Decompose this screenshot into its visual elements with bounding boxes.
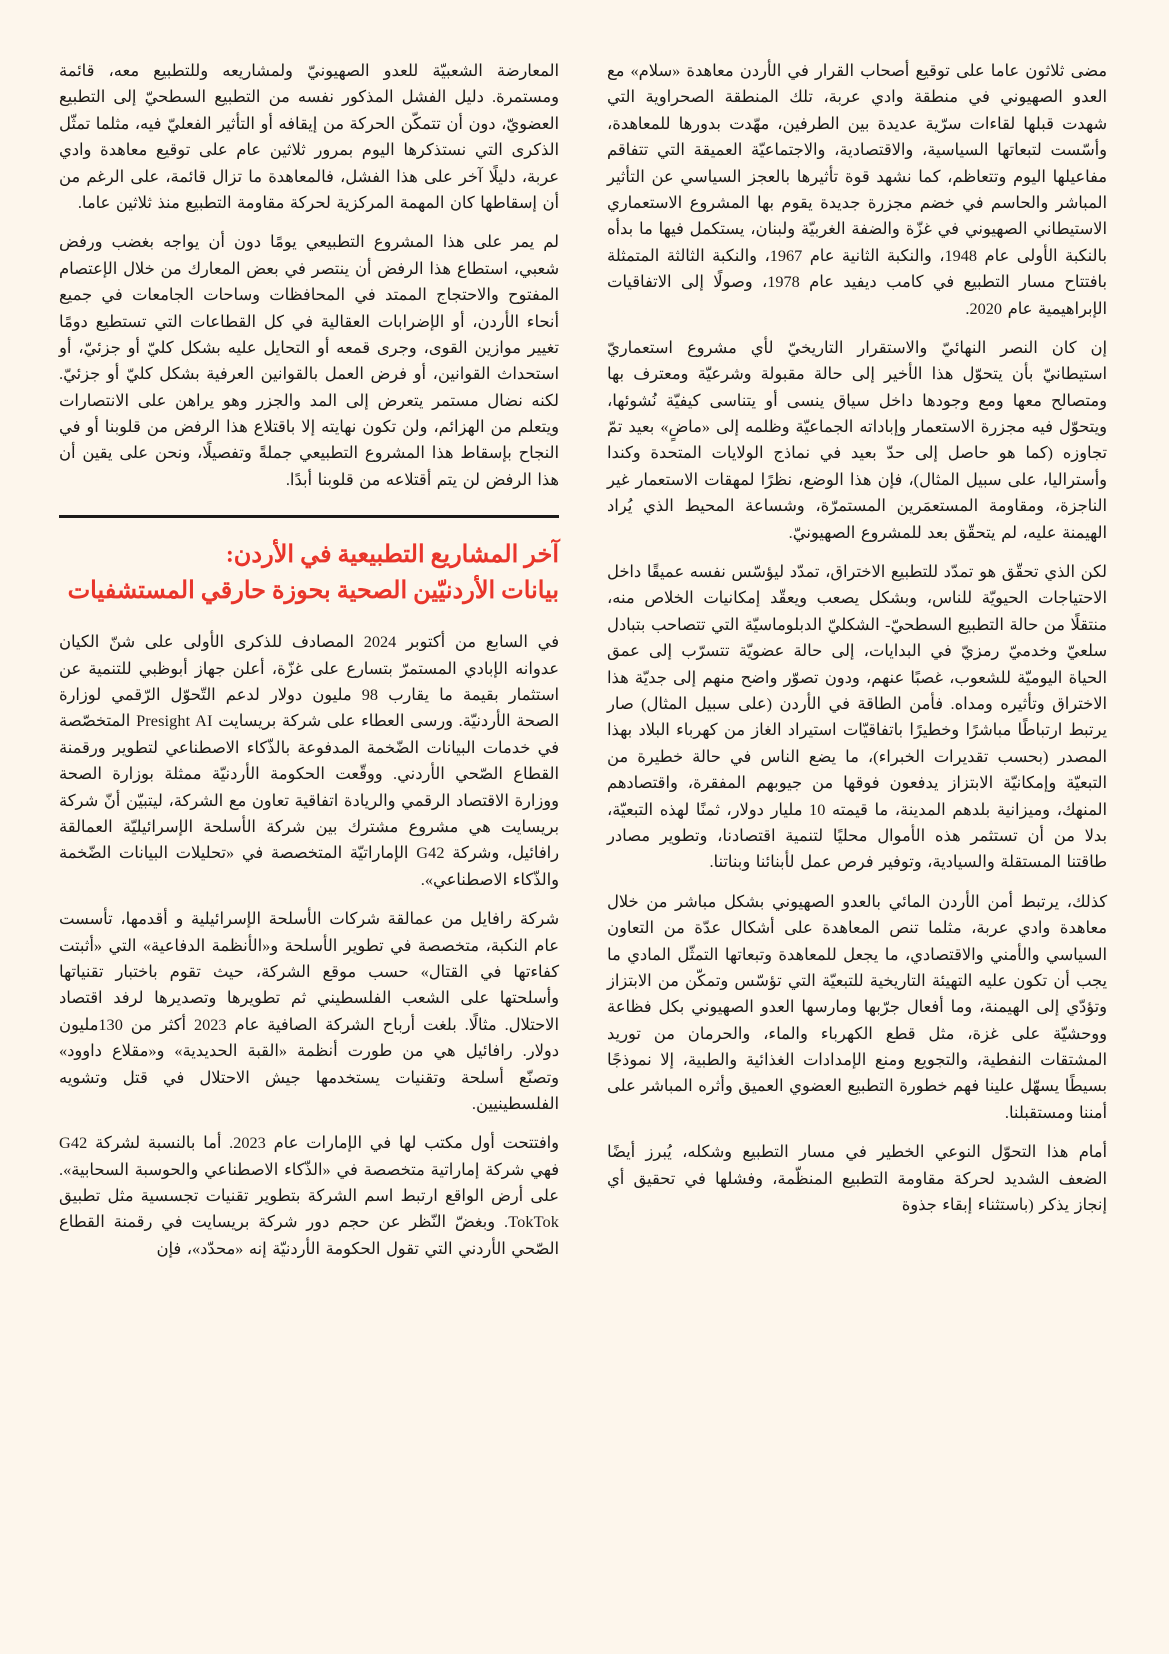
- headline-line-1: آخر المشاريع التطبيعية في الأردن:: [225, 542, 559, 569]
- paragraph: وافتتحت أول مكتب لها في الإمارات عام 2023. أما بالنسبة لشركة G42 فهي شركة إماراتية متخصصة في «الذّكاء الاصطناعي والحوسبة السحابية». على أرض الواقع ارتبط اسم الشركة بتطوير تقنيات تجسسية مثل تطبيق TokTok. وبغضّ النّظر عن حجم دور شركة بريسايت في رقمنة القطاع الصّحي الأردني التي تقول الحكومة الأردنيّة إنه «محدّد»، فإن: [59, 1133, 559, 1258]
- paragraph: المعارضة الشعبيّة للعدو الصهيونيّ ولمشاريعه وللتطبيع معه، قائمة ومستمرة. دليل الفشل المذكور نفسه من التطبيع السطحيّ إلى التطبيع العضويّ، دون أن تتمكّن الحركة من إيقافه أو التأثير الفعليّ فيه، مثلما تمثّل الذكرى التي نستذكرها اليوم بمرور ثلاثين عام على توقيع معاهدة وادي عربة، دليلًا آخر على هذا الفشل، فالمعاهدة ما تزال قائمة، على الرغم من أن إسقاطها كان المهمة المركزية لحركة مقاومة التطبيع منذ ثلاثين عاما.: [59, 61, 559, 212]
- paragraph: لكن الذي تحقّق هو تمدّد للتطبيع الاختراق، تمدّد ليؤسّس نفسه عميقًا داخل الاحتياجات الحيويّة للناس، وبشكل يصعب ويعقّد إمكانيات الخلاص منه، منتقلًا من حالة التطبيع السطحيّ- الشكليّ الدبلوماسيّة التي تتصاحب بتبادل سلعيّ وخدميّ رمزيّ في البدايات، إلى حالة عضويّة تتسرّب إلى عمق الحياة اليوميّة للشعوب، غصبًا عنهم، ودون تصوّر واضح منهم إلى جديّة هذا الاختراق وتأثيره ومداه. فأمن الطاقة في الأردن (على سبيل المثال) صار يرتبط ارتباطًا مباشرًا وخطيرًا باتفاقيّات استيراد الغاز من كهرباء البلاد بهذا المصدر (بحسب تقديرات الخبراء)، ما يضع الناس في حالة خطيرة من التبعيّة وإمكانيّة الابتزاز يدفعون فوقها من جيوبهم المفقرة، واقتصادهم المنهك، وميزانية بلدهم المدينة، ما قيمته 10 مليار دولار، ثمنًا لهذه التبعيّة، بدلا من أن تستثمر هذه الأموال محليًا لتنمية اقتصادنا، وتطوير مصادر طاقتنا المستقلة والسيادية، وتوفير فرص عمل لأبنائنا وبناتنا.: [607, 562, 1107, 872]
- headline-line-2: بيانات الأردنيّين الصحية بحوزة حارقي المستشفيات: [67, 577, 559, 604]
- article-headline: [59, 538, 559, 609]
- paragraph: كذلك، يرتبط أمن الأردن المائي بالعدو الصهيوني بشكل مباشر من خلال معاهدة وادي عربة، مثلما تنص المعاهدة على أشكال عدّة من التعاون السياسي والأمني والاقتصادي، ما يجعل للمعاهدة وتبعاتها التمثّل المادي ما يجب أن تكون عليه التهيئة التاريخية للتبعيّة التي تؤسّس وتمكّن من الابتزاز وتؤدّي إلى الهيمنة، وما أفعال جرّبها ومارسها العدو الصهيوني بكل فظاعة ووحشيّة على غزة، مثل قطع الكهرباء والماء، والحرمان من توريد المشتقات النفطية، والتجويع ومنع الإمدادات الغذائية والطبية، إلا نموذجًا بسيطًا يسهّل علينا فهم خطورة التطبيع العضوي العميق وأثره المباشر على أمننا ومستقبلنا.: [607, 891, 1107, 1122]
- paragraph: في السابع من أكتوبر 2024 المصادف للذكرى الأولى على شنّ الكيان عدوانه الإبادي المستمرّ بتسارع على غزّة، أعلن جهاز أبوظبي للتنمية عن استثمار بقيمة ما يقارب 98 مليون دولار لدعم التّحوّل الرّقمي لوزارة الصحة الأردنيّة. ورسى العطاء على شركة بريسايت Presight AI المتخصّصة في خدمات البيانات الضّخمة المدفوعة بالذّكاء الاصطناعي لتطوير ورقمنة القطاع الصّحي الأردني. ووقّعت الحكومة الأردنيّة ممثلة بوزارة الصحة ووزارة الاقتصاد الرقمي والريادة اتفاقية تعاون مع الشركة، ليتبيّن أنّ شركة بريسايت هي مشروع مشترك بين شركة الأسلحة الإسرائيليّة العمالقة رافائيل، وشركة G42 الإماراتيّة المتخصصة في «تحليلات البيانات الضّخمة والذّكاء الاصطناعي».: [59, 632, 559, 889]
- paragraph: مضى ثلاثون عاما على توقيع أصحاب القرار في الأردن معاهدة «سلام» مع العدو الصهيوني في منطقة وادي عربة، تلك المنطقة الصحراوية التي شهدت قبلها لقاءات سرّية عديدة بين الطرفين، مهّدت بدورها للمعاهدة، وأسّست لتبعاتها السياسية، والاقتصادية، والاجتماعيّة العميقة التي تتفاقم مفاعيلها اليوم وتتعاظم، كما نشهد قوة تأثيرها بالعجز السياسي عن التأثير المباشر والحاسم في خضم مجزرة جديدة يقوم بها المشروع الاستعماري الاستيطاني الصهيوني في غزّة والضفة الغربيّة ولبنان، يستكمل فيها ما بدأه بالنكبة الأولى عام 1948، والنكبة الثانية عام 1967، والنكبة الثالثة المتمثلة بافتتاح مسار التطبيع في كامب ديفيد عام 1978، وصولًا إلى الاتفاقيات الإبراهيمية عام 2020.: [607, 61, 1107, 318]
- paragraph: شركة رافايل من عمالقة شركات الأسلحة الإسرائيلية و أقدمها، تأسست عام النكبة، متخصصة في تطوير الأسلحة و«الأنظمة الدفاعية» التي «أثبتت كفاءتها في القتال» حسب موقع الشركة، حيث تقوم باختبار تقنياتها وأسلحتها على الشعب الفلسطيني ثم تطويرها وتصديرها لرفد اقتصاد الاحتلال. مثالًا. بلغت أرباح الشركة الصافية عام 2023 أكثر من 130مليون دولار. رافائيل هي من طورت أنظمة «القبة الحديدية» و«مقلاع داوود» وتصنّع أسلحة وتقنيات يستخدمها جيش الاحتلال في قتل وتشويه الفلسطينيين.: [59, 909, 559, 1113]
- paragraph: أمام هذا التحوّل النوعي الخطير في مسار التطبيع وشكله، يُبرز أيضًا الضعف الشديد لحركة مقاومة التطبيع المنظّمة، وفشلها في تحقيق أي إنجاز يذكر (باستثناء إبقاء جذوة: [607, 1142, 1107, 1215]
- column-left: [59, 58, 559, 1614]
- section-divider: [59, 515, 559, 518]
- two-column-layout: [59, 58, 1107, 1614]
- column-right: [607, 58, 1107, 1614]
- paragraph: إن كان النصر النهائيّ والاستقرار التاريخيّ لأي مشروع استعماريّ استيطانيّ بأن يتحوّل هذا الأخير إلى حالة مقبولة وشرعيّة ومعترف بها ومتصالح معها ومع وجودها داخل سياق ينسى أو يتناسى كيفيّة نُشوئها، ويتحوّل فيه مجزرة الاستعمار وإباداته الجماعيّة وظلمه إلى «ماضٍ» بعيد تمّ تجاوزه (كما هو حاصل إلى حدّ بعيد في نماذج الولايات المتحدة وكندا وأستراليا، على سبيل المثال)، فإن هذا الوضع، نظرًا لمهقات الاستعمار غير الناجزة، ومقاومة المستعمَرين المستمرّة، وشساعة المحيط الذي يُراد الهيمنة عليه، لم يتحقّق بعد للمشروع الصهيونيّ.: [607, 337, 1107, 542]
- paragraph: لم يمر على هذا المشروع التطبيعي يومًا دون أن يواجه بغضب ورفض شعبي، استطاع هذا الرفض أن ينتصر في بعض المعارك من خلال الإعتصام المفتوح والاحتجاج الممتد في المحافظات وساحات الجامعات في جميع أنحاء الأردن، أو الإضرابات العقالية في كل القطاعات التي تستطيع دومًا تغيير موازين القوى، وجرى قمعه أو التحايل عليه بشكل كليّ أو جزئيّ، أو استحداث القوانين، أو فرض العمل بالقوانين العرفية بشكل كليّ أو جزئيّ. لكنه نضال مستمر يتعرض إلى المد والجزر وهو يراهن على الانتصارات ويتعلم من الهزائم، ولن تكون نهايته إلا باقتلاع هذا الرفض من قلوبنا أو في النجاح بإسقاط هذا المشروع التطبيعي جملةً وتفصيلًا، ونحن على يقين أن هذا الرفض لن يتم أقتلاعه من قلوبنا أبدًا.: [59, 232, 559, 489]
